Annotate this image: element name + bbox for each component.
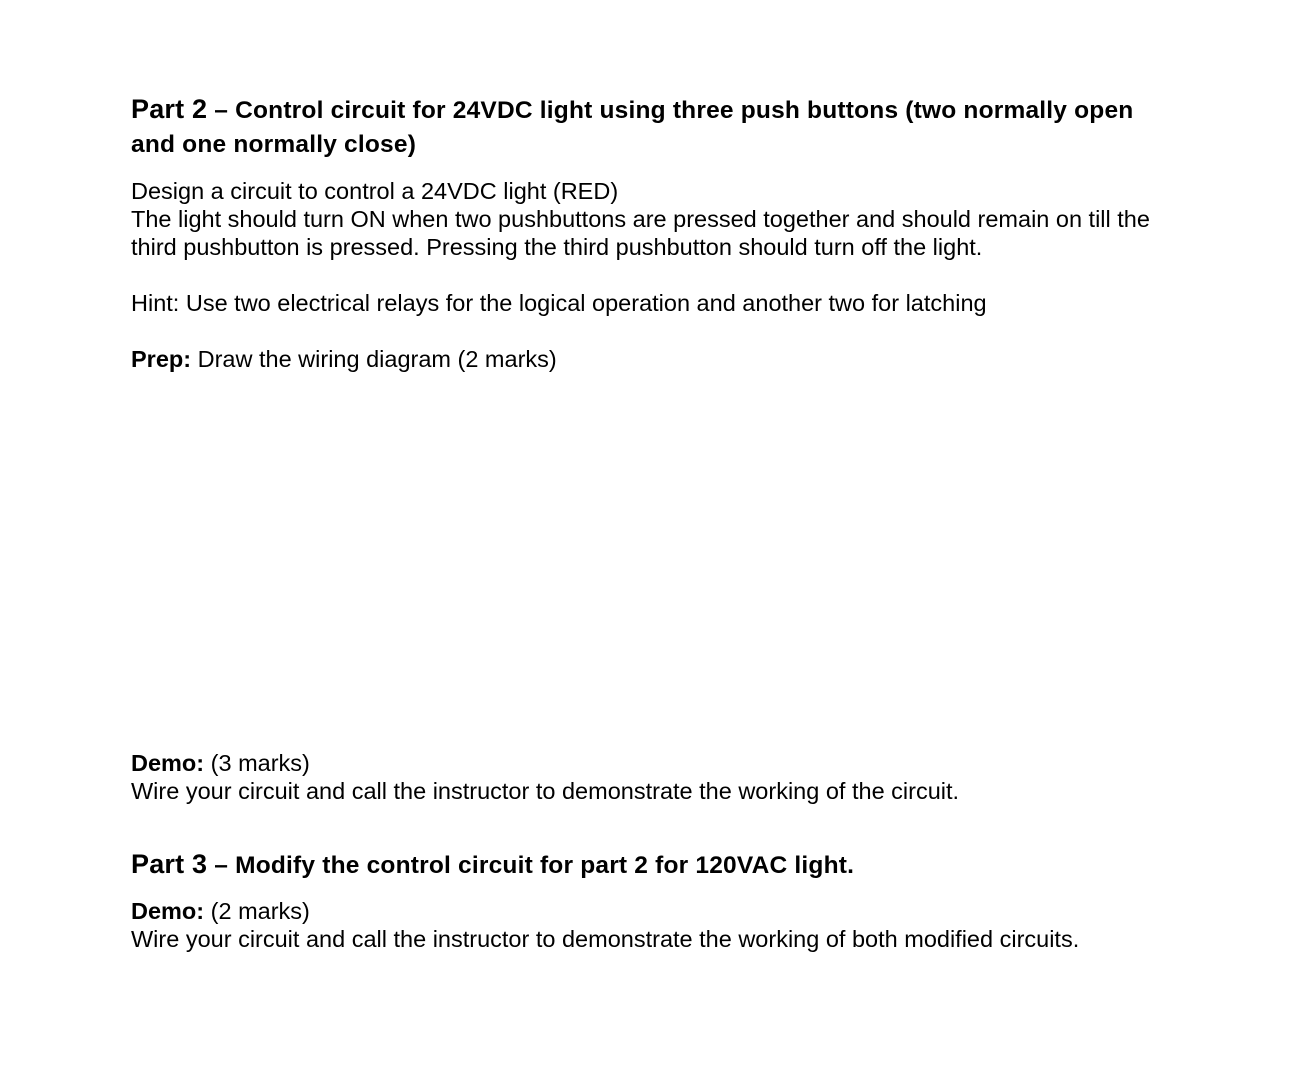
part2-hint: Hint: Use two electrical relays for the logical operation and another two for latching <box>131 290 987 316</box>
part3-label: Part 3 <box>131 849 208 879</box>
part3-heading <box>131 847 1161 883</box>
part2-prep <box>131 345 1161 373</box>
part2-label: Part 2 <box>131 94 208 124</box>
part3-demo <box>131 897 1161 925</box>
part3-demo-label: Demo: <box>131 898 205 924</box>
part2-demo-text: Wire your circuit and call the instructor to demonstrate the working of the circuit. <box>131 778 960 804</box>
prep-label: Prep: <box>131 346 192 372</box>
part2-demo <box>131 749 1161 777</box>
part2-title: – Control circuit for 24VDC light using three push buttons (two normally open and one normally close) <box>131 97 1134 158</box>
wiring-diagram-space <box>131 373 1161 749</box>
part2-heading <box>131 92 1161 162</box>
part3-demo-marks: (2 marks) <box>204 898 310 924</box>
part2-description: The light should turn ON when two pushbuttons are pressed together and should remain on till the third pushbutton is pressed. Pressing the third pushbutton should turn off the light. <box>131 206 1150 260</box>
part2-design-line: Design a circuit to control a 24VDC light (RED) <box>131 178 619 204</box>
part2-demo-label: Demo: <box>131 750 205 776</box>
part3-title: – Modify the control circuit for part 2 for 120VAC light. <box>207 852 855 879</box>
document-page <box>131 92 1161 953</box>
prep-text: Draw the wiring diagram (2 marks) <box>191 346 557 372</box>
part3-demo-text: Wire your circuit and call the instructor to demonstrate the working of both modified circuits. <box>131 926 1080 952</box>
part2-demo-marks: (3 marks) <box>204 750 310 776</box>
